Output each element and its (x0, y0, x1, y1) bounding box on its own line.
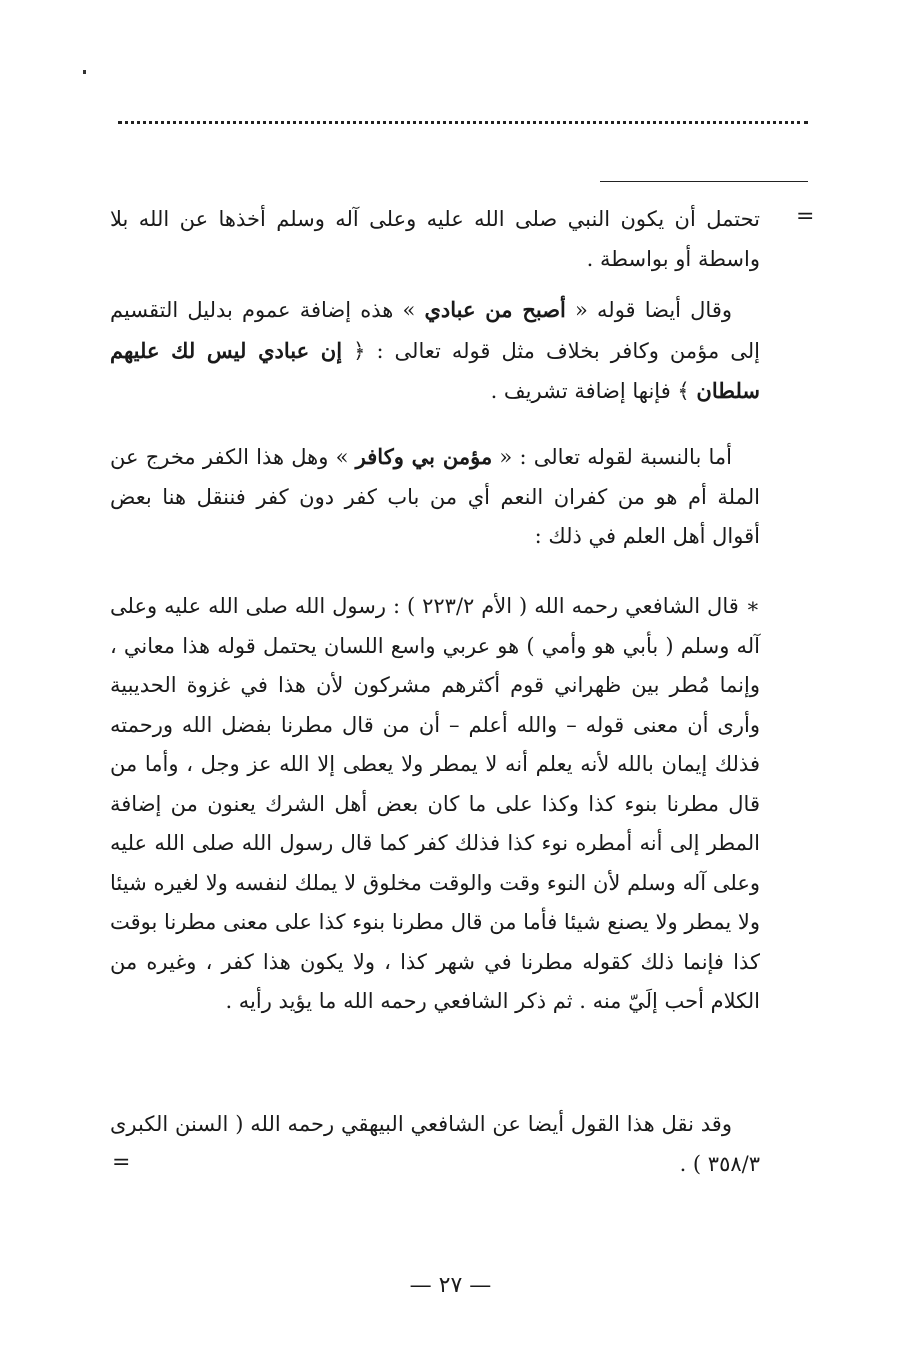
paragraph-idafa (110, 290, 760, 412)
para2-text-end: ﴾ فإنها إضافة تشريف . (490, 379, 697, 403)
para2-verse-bold: إن عبادي ليس لك عليهم سلطان (110, 337, 760, 403)
para5-text: وقد نقل هذا القول أيضا عن الشافعي البيهقي رحمه الله ( السنن الكبرى ٣٥٨/٣ ) . (110, 1112, 760, 1176)
para3-text-end: » وهل هذا الكفر مخرج عن الملة أم هو من كفران النعم أي من باب كفر دون كفر فننقل هنا بعض أقوال أهل العلم في ذلك : (110, 445, 760, 548)
dotted-separator (118, 121, 808, 124)
footnote-continuation-marker: = (796, 204, 815, 229)
para2-text-start: وقال أيضا قوله « (565, 298, 732, 322)
paragraph-kufr-question (110, 437, 760, 557)
footnote-paragraph (110, 200, 760, 279)
footnote-text: تحتمل أن يكون النبي صلى الله عليه وعلى آله وسلم أخذها عن الله بلا واسطة أو بواسطة . (110, 207, 760, 271)
para4-text: ∗ قال الشافعي رحمه الله ( الأم ٢٢٣/٢ ) : رسول الله صلى الله عليه وعلى آله وسلم ( بأبي هو وأمي ) هو عربي واسع اللسان يحتمل قوله هذا معاني ، وإنما مُطر بين ظهراني قوم أكثرهم مشركون لأن هذا في غزوة الحديبية وأرى أن معنى قوله – والله أعلم – أن من قال مطرنا بفضل الله ورحمته فذلك إيمان بالله لأنه يعلم أنه لا يمطر ولا يعطى إلا الله عز وجل ، وأما من قال مطرنا بنوء كذا وكذا على ما كان بعض أهل الشرك يعنون من إضافة المطر إلى أنه أمطره نوء كذا فذلك كفر كما قال رسول الله صلى الله عليه وعلى آله وسلم لأن النوء وقت والوقت مخلوق لا يملك لنفسه ولا لغيره شيئا ولا يمطر ولا يصنع شيئا فأما من قال مطرنا بنوء كذا على معنى مطرنا بوقت كذا فإنما ذلك كقوله مطرنا في شهر كذا ، ولا يكون هذا كفر ، وغيره من الكلام أحب إلَيّ منه . ثم ذكر الشافعي رحمه الله ما يؤيد رأيه . (110, 594, 760, 1013)
paragraph-shafii-quote (110, 587, 760, 1022)
para3-quote-bold: مؤمن بي وكافر (355, 444, 493, 469)
para3-text-start: أما بالنسبة لقوله تعالى : « (492, 445, 732, 469)
para2-quote-bold: أصبح من عبادي (424, 297, 566, 322)
ink-speck (83, 70, 86, 74)
page-continuation-marker: = (112, 1150, 131, 1175)
page-number: — ٢٧ — (409, 1273, 492, 1298)
paragraph-bayhaqi (110, 1105, 760, 1184)
footnote-separator-line (600, 181, 808, 182)
para2-text-middle: » هذه إضافة عموم بدليل التقسيم إلى مؤمن وكافر بخلاف مثل قوله تعالى : ﴿ (110, 298, 760, 363)
